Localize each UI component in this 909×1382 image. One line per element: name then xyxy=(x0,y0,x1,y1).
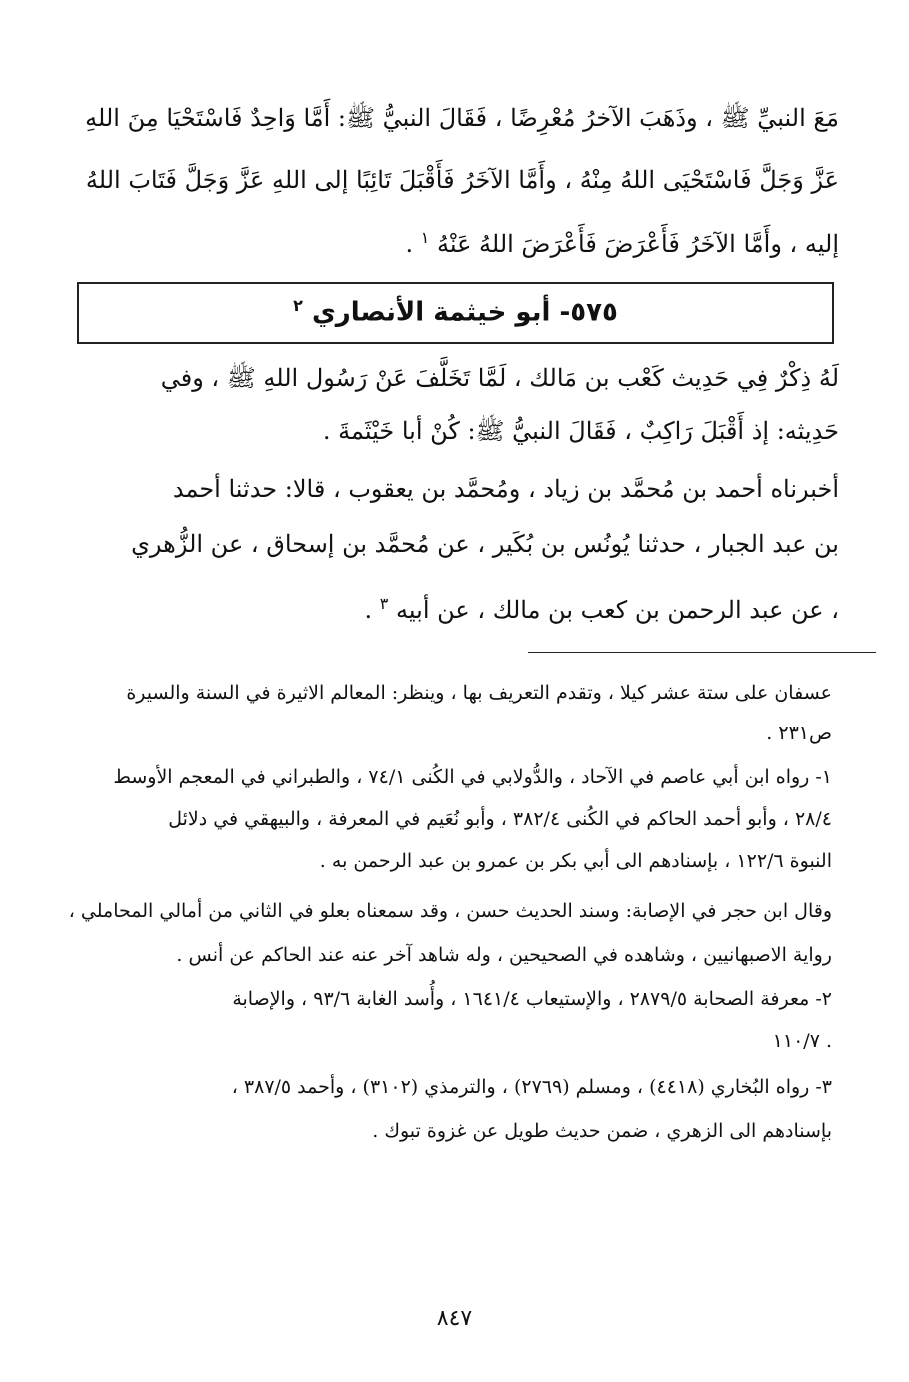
main-paragraph-line-1: لَهُ ذِكْرٌ فِي حَدِيث كَعْب بن مَالك ، لَمَّا تَخَلَّفَ عَنْ رَسُول اللهِ ﷺ ، وفي xyxy=(160,364,839,392)
footnote-line-1: عسفان على ستة عشر كيلا ، وتقدم التعريف بها ، وينظر: المعالم الاثيرة في السنة والسيرة xyxy=(126,682,832,704)
section-title-footnote-ref: ٢ xyxy=(293,296,303,315)
footnote-line-5: النبوة ١٢٢/٦ ، بإسنادهم الى أبي بكر بن عمرو بن عبد الرحمن به . xyxy=(319,850,832,872)
section-title xyxy=(79,296,832,329)
footnote-line-10: ٣- رواه البُخاري (٤٤١٨) ، ومسلم (٢٧٦٩) ، والترمذي (٣١٠٢) ، وأحمد ٣٨٧/٥ ، xyxy=(231,1076,832,1098)
top-paragraph-line-1: مَعَ النبيِّ ﷺ ، وذَهَبَ الآخرُ مُعْرِضًا ، فَقَالَ النبيُّ ﷺ: أَمَّا وَاحِدٌ فَاسْتَحْيَا مِنَ اللهِ xyxy=(85,104,839,132)
footnote-ref-3: ٣ xyxy=(379,594,389,613)
footnote-line-6: وقال ابن حجر في الإصابة: وسند الحديث حسن ، وقد سمعناه بعلو في الثاني من أمالي المحاملي ، xyxy=(68,900,832,922)
top-paragraph-line-3-end: . xyxy=(405,230,414,258)
top-paragraph-line-3 xyxy=(69,228,839,259)
footnote-ref-1: ١ xyxy=(420,228,430,247)
main-paragraph-line-5 xyxy=(69,594,839,625)
main-paragraph-line-5-end: . xyxy=(364,596,373,624)
footnote-line-2: ص٢٣١ . xyxy=(766,722,832,744)
footnote-line-8: ٢- معرفة الصحابة ٢٨٧٩/٥ ، والإستيعاب ١٦٤١/٤ ، وأُسد الغابة ٩٣/٦ ، والإصابة xyxy=(232,988,832,1010)
footnote-separator xyxy=(528,652,876,653)
top-paragraph-line-2: عَزَّ وَجَلَّ فَاسْتَحْيَى اللهُ مِنْهُ ، وأَمَّا الآخَرُ فَأَقْبَلَ تَائِبًا إلى اللهِ عَزَّ وَجَلَّ فَتَابَ اللهُ xyxy=(85,166,839,194)
footnote-line-9: ١١٠/٧ . xyxy=(772,1030,832,1052)
main-paragraph-line-2: حَدِيثه: إذ أَقْبَلَ رَاكِبٌ ، فَقَالَ النبيُّ ﷺ: كُنْ أبا خَيْثَمةَ . xyxy=(322,417,839,445)
main-paragraph-line-4: بن عبد الجبار ، حدثنا يُونُس بن بُكَير ، عن مُحمَّد بن إسحاق ، عن الزُّهري xyxy=(131,530,839,558)
main-paragraph-line-5-text: ، عن عبد الرحمن بن كعب بن مالك ، عن أبيه xyxy=(396,596,839,624)
section-title-text: ٥٧٥- أبو خيثمة الأنصاري xyxy=(311,297,618,328)
footnote-line-3: ١- رواه ابن أبي عاصم في الآحاد ، والدُّولابي في الكُنى ٧٤/١ ، والطبراني في المعجم الأوسط xyxy=(113,766,832,788)
footnote-line-4: ٢٨/٤ ، وأبو أحمد الحاكم في الكُنى ٣٨٢/٤ ، وأبو نُعَيم في المعرفة ، والبيهقي في دلائل xyxy=(168,808,832,830)
main-paragraph-line-3: أخبرناه أحمد بن مُحمَّد بن زياد ، ومُحمَّد بن يعقوب ، قالا: حدثنا أحمد xyxy=(172,475,839,503)
footnote-line-7: رواية الاصبهانيين ، وشاهده في الصحيحين ، وله شاهد آخر عنه عند الحاكم عن أنس . xyxy=(176,944,832,966)
top-paragraph-line-3-text: إليه ، وأَمَّا الآخَرُ فَأَعْرَضَ فَأَعْرَضَ اللهُ عَنْهُ xyxy=(436,230,839,258)
footnote-line-11: بإسنادهم الى الزهري ، ضمن حديث طويل عن غزوة تبوك . xyxy=(372,1120,832,1142)
section-title-box xyxy=(77,282,834,344)
page-number: ٨٤٧ xyxy=(436,1306,473,1331)
